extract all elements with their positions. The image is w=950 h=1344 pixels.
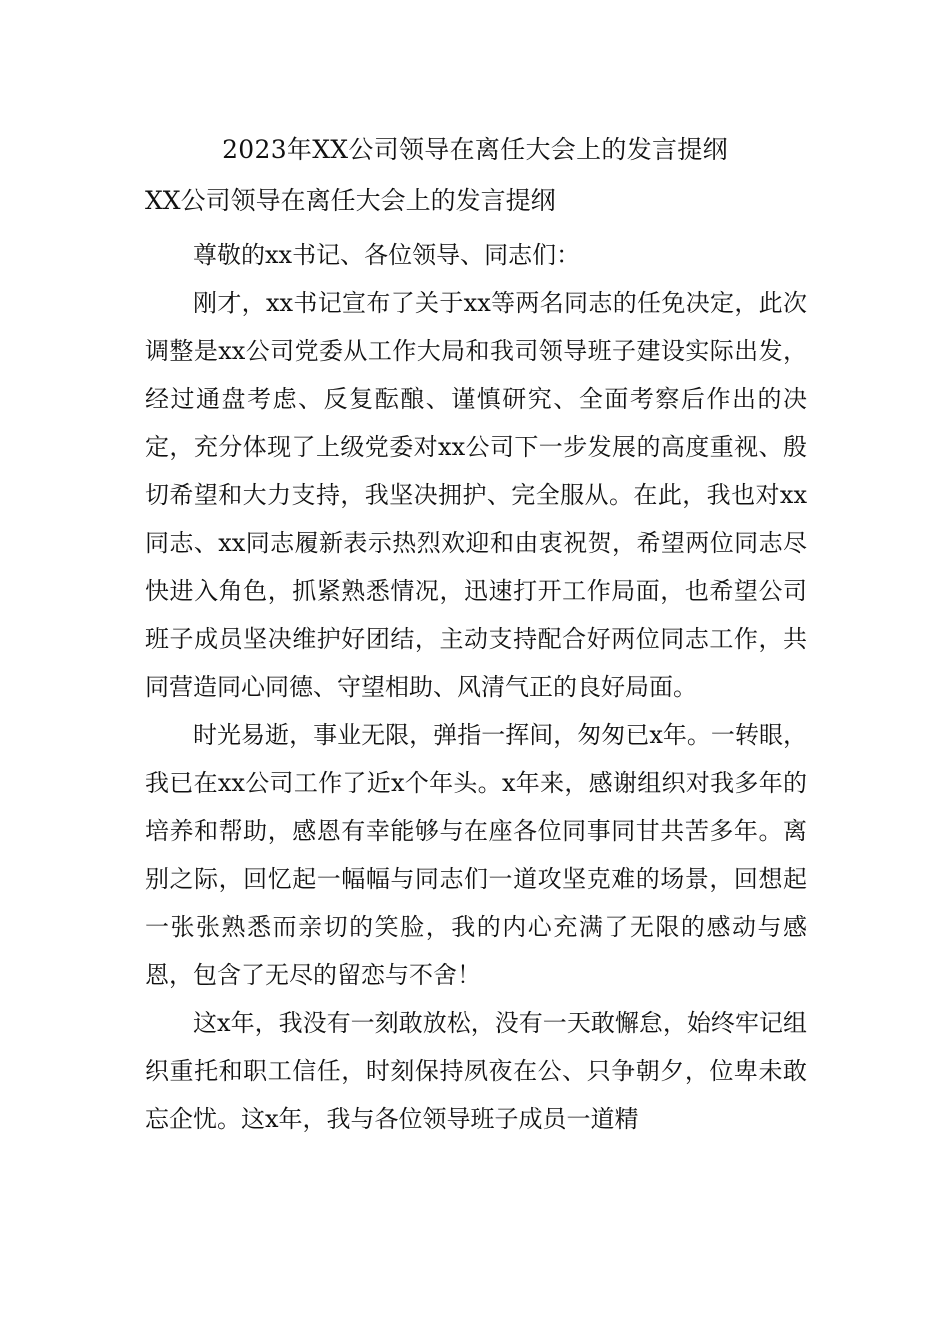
document-title: 2023年XX公司领导在离任大会上的发言提纲 xyxy=(222,135,728,164)
paragraph: 这x年，我没有一刻敢放松，没有一天敢懈怠，始终牢记组织重托和职工信任，时刻保持夙夜在公、只争朝夕，位卑未敢忘企忧。这x年，我与各位领导班子成员一道精 xyxy=(145,1009,807,1133)
paragraph: 时光易逝，事业无限，弹指一挥间，匆匆已x年。一转眼，我已在xx公司工作了近x个年头。x年来，感谢组织对我多年的培养和帮助，感恩有幸能够与在座各位同事同甘共苦多年。离别之际，回忆起一幅幅与同志们一道攻坚克难的场景，回想起一张张熟悉而亲切的笑脸，我的内心充满了无限的感动与感恩，包含了无尽的留恋与不舍！ xyxy=(145,721,807,989)
paragraph-salutation: 尊敬的xx书记、各位领导、同志们： xyxy=(193,241,581,269)
document-subtitle: XX公司领导在离任大会上的发言提纲 xyxy=(145,186,556,215)
document-body xyxy=(145,231,807,1143)
paragraph: 刚才，xx书记宣布了关于xx等两名同志的任免决定，此次调整是xx公司党委从工作大局和我司领导班子建设实际出发，经过通盘考虑、反复酝酿、谨慎研究、全面考察后作出的决定，充分体现了上级党委对xx公司下一步发展的高度重视、殷切希望和大力支持，我坚决拥护、完全服从。在此，我也对xx同志、xx同志履新表示热烈欢迎和由衷祝贺，希望两位同志尽快进入角色，抓紧熟悉情况，迅速打开工作局面，也希望公司班子成员坚决维护好团结，主动支持配合好两位同志工作，共同营造同心同德、守望相助、风清气正的良好局面。 xyxy=(145,289,807,701)
